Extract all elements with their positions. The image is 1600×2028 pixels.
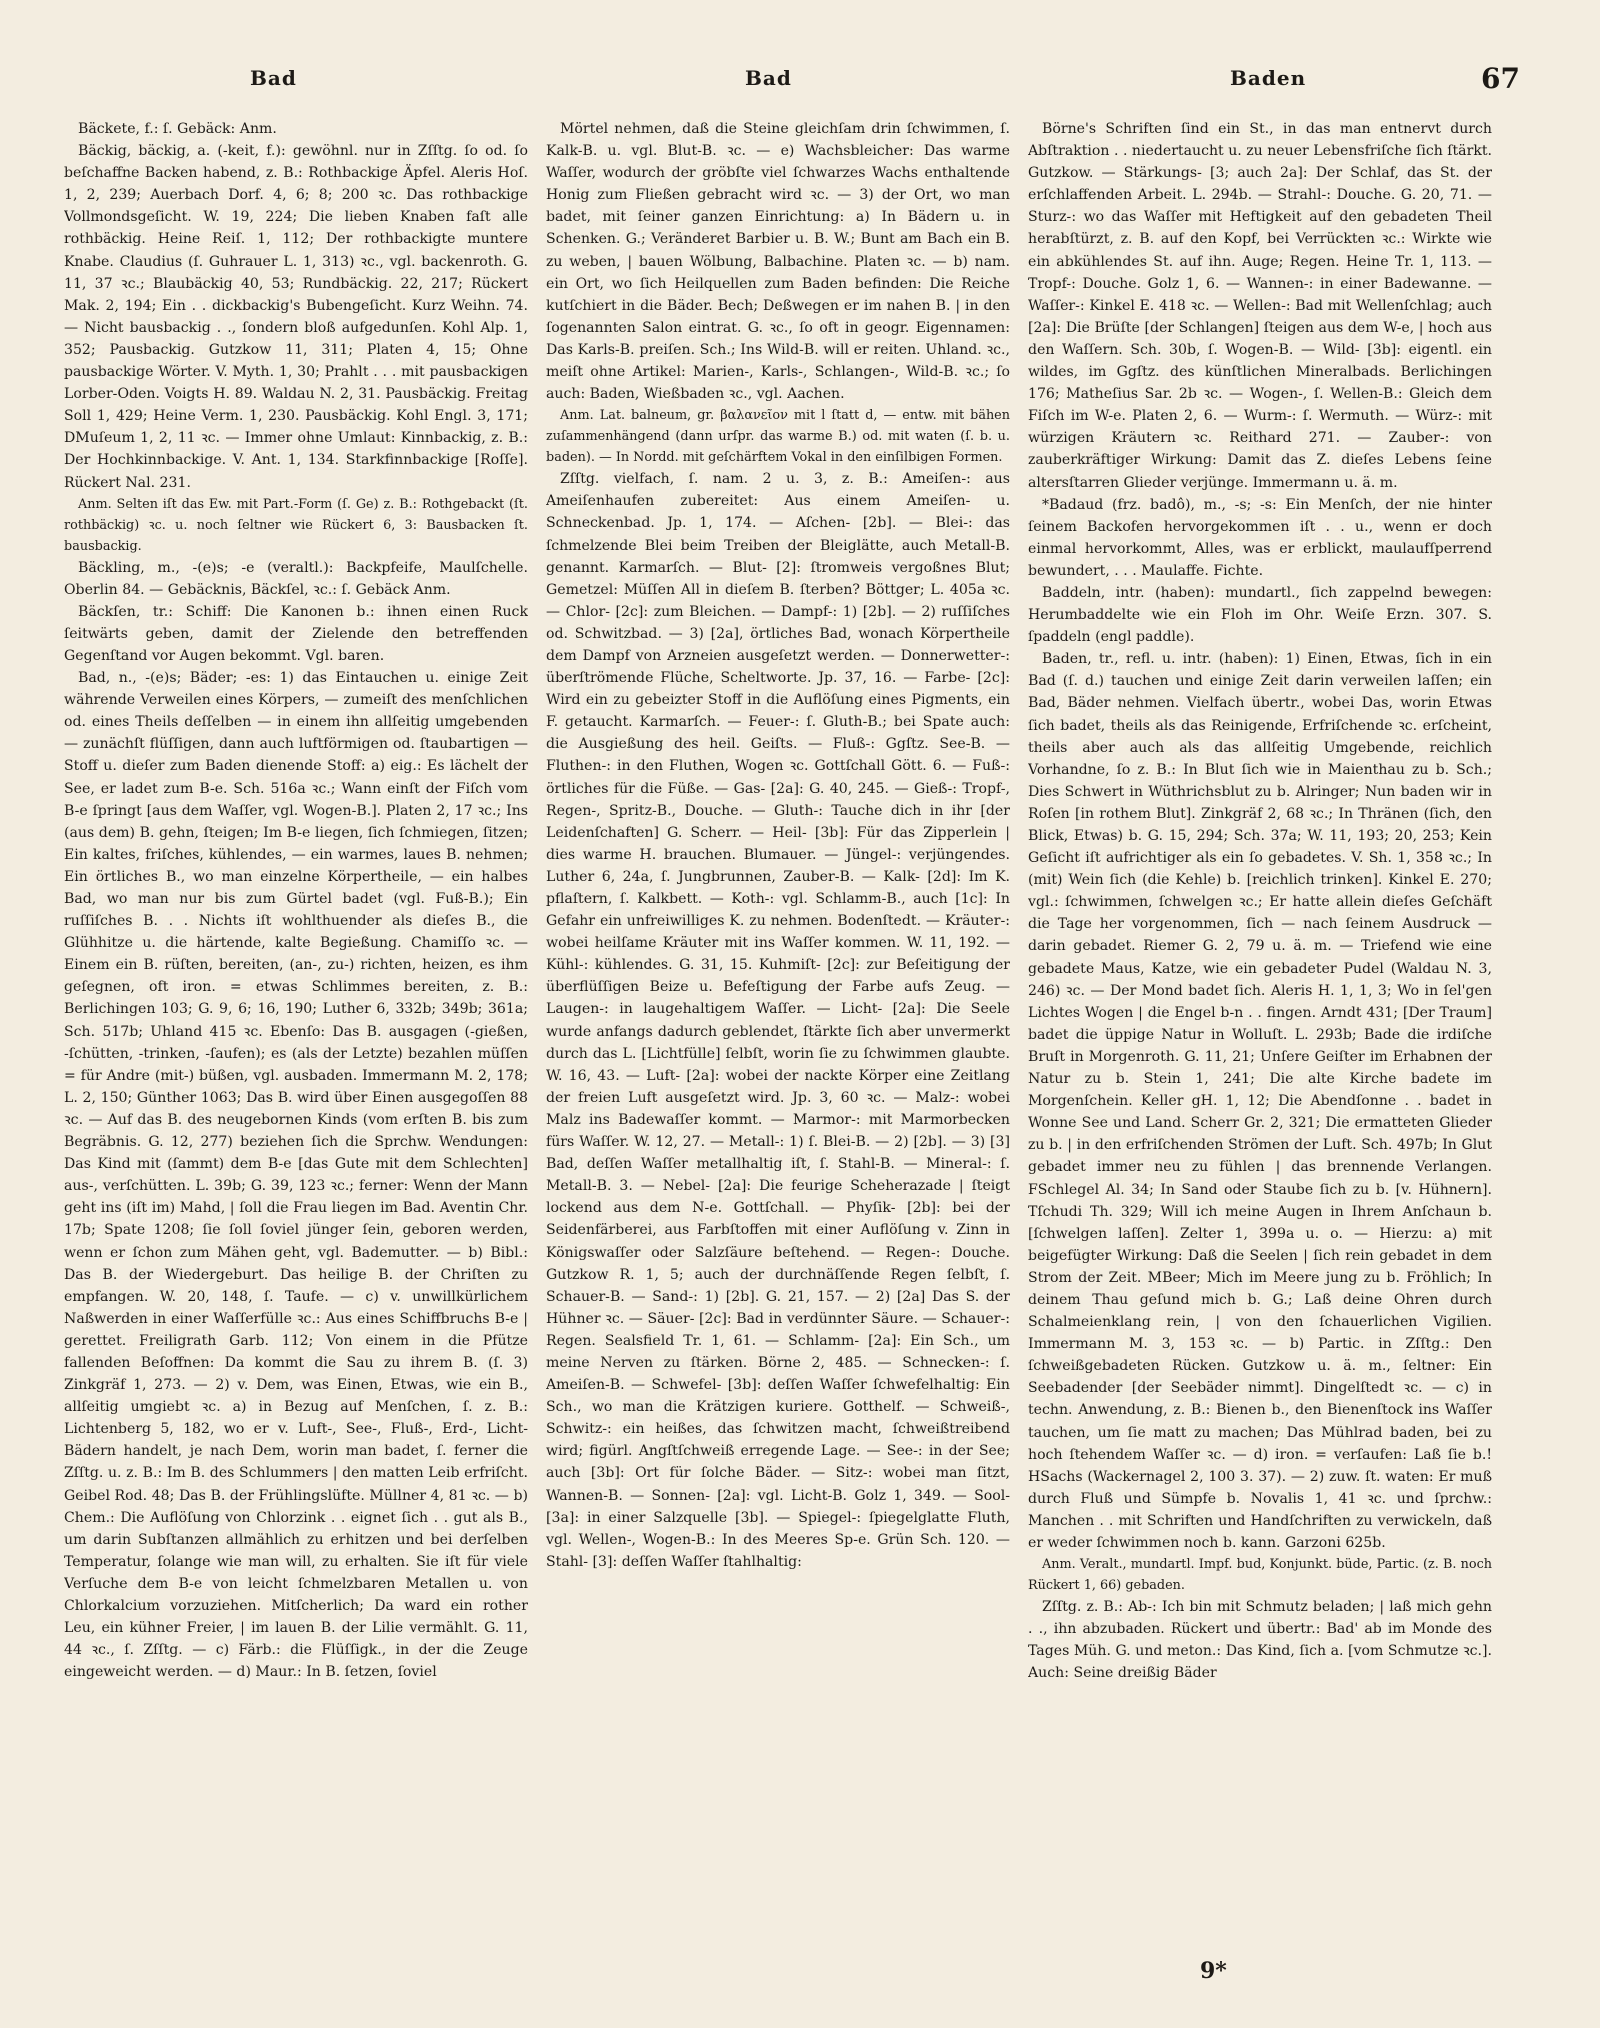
printer-signature: 9* (1200, 1958, 1227, 1984)
entry-bad-continued: Mörtel nehmen, daß die Steine gleichſam drin ſchwimmen, ſ. Kalk-B. u. vgl. Blut-B. ꝛc. — e) Wachsbleicher: Das warme Waſſer, wodurch der gröbſte viel ſchwarzes Wachs enthaltende Honig zum Fließen gebracht wird ꝛc. — 3) der Ort, wo man badet, mit ſeiner ganzen Einrichtung: a) In Bädern u. in Schenken. G.; Veränderet Barbier u. B. W.; Bunt am Bach ein B. zu weben, | bauen Wölbung, Balbachine. Platen ꝛc. — b) nam. ein Ort, wo ſich Heilquellen zum Baden befinden: Die Reiche kutſchiert in die Bäder. Bech; Deßwegen er im nahen B. | in den ſogenannten Salon eintrat. G. ꝛc., ſo oft in geogr. Eigennamen: Das Karls-B. preiſen. Sch.; Ins Wild-B. will er reiten. Uhland. ꝛc., meiſt ohne Artikel: Marien-, Karls-, Schlangen-, Wild-B. ꝛc.; ſo auch: Baden, Wießbaden ꝛc., vgl. Aachen. (546, 121, 1010, 403)
entry-baddeln: Baddeln, intr. (haben): mundartl., ſich zappelnd bewegen: Herumbaddelte wie ein Floh im Ohr. Weiſe Erzn. 307. S. ſpaddeln (engl paddle). (1028, 584, 1492, 646)
header-left-headword: Bad (250, 66, 297, 90)
page-number: 67 (1481, 61, 1520, 95)
entry-baden: Baden, tr., refl. u. intr. (haben): 1) Einen, Etwas, ſich in ein Bad (ſ. d.) tauchen und einige Zeit darin verweilen laſſen; ein Bad, Bäder nehmen. Vielfach übertr., wobei Das, worin Etwas ſich badet, theils als das Reinigende, Erfriſchende ꝛc. erſcheint, theils aber auch als das allſeitig Umgebende, reichlich Vorhandne, ſo z. B.: In Blut ſich wie in Maienthau zu b. Sch.; Dies Schwert in Wüthrichsblut zu b. Alringer; Nun baden wir in Roſen [in rothem Blut]. Zinkgräf 2, 68 ꝛc.; In Thränen (ſich, den Blick, Etwas) b. G. 15, 294; Sch. 37a; W. 11, 193; 20, 253; Kein Geſicht iſt aufrichtiger als ein ſo gebadetes. V. Sh. 1, 358 ꝛc.; In (mit) Wein ſich (die Kehle) b. [reichlich trinken]. Kinkel E. 270; vgl.: ſchwimmen, ſchwelgen ꝛc.; Er hatte allein dieſes Geſchäft die Tage her vorgenommen, ſich — nach ſeinem Ausdruck — darin gebadet. Riemer G. 2, 79 u. ä. m. — Triefend wie eine gebadete Maus, Katze, wie ein gebadeter Pudel (Waldau N. 3, 246) ꝛc. — Der Mond badet ſich. Aleris H. 1, 1, 3; Wo in ſel'gen Lichtes Wogen | die Engel b-n . . fingen. Arndt 431; [Der Traum] badet die üppige Natur in Wolluſt. L. 293b; Bade die irdiſche Bruſt in Morgenroth. G. 11, 21; Unſere Geiſter im Erhabnen der Natur zu b. Stein 1, 241; Die alte Kirche badete im Morgenſchein. Keller gH. 1, 12; Die Abendſonne . . badet in Wonne See und Land. Scherr Gr. 2, 321; Die ermatteten Glieder zu b. | in den erfriſchenden Strömen der Luft. Sch. 497b; In Glut gebadet immer neu zu fühlen | das brennende Verlangen. FSchlegel Al. 34; In Sand oder Staube ſich zu b. [v. Hühnern]. Tſchudi Th. 329; Will ich meine Augen in Ihrem Anſchaun b. [ſchwelgen laſſen]. Zelter 1, 399a u. o. — Hierzu: a) mit beigefügter Wirkung: Daß die Seelen | ſich rein gebadet in dem Strom der Zeit. MBeer; Mich im Meere jung zu b. Fröhlich; In deinem Thau geſund mich b. G.; Laß deine Ohren durch Schalmeienklang rein, | von den ſchauerlichen Vigilien. Immermann M. 3, 153 ꝛc. — b) Partic. in Zſſtg.: Den ſchweißgebadeten Rücken. Gutzkow u. ä. m., ſeltner: Ein Seebadender [der Seebäder nimmt]. Dingelſtedt ꝛc. — c) in techn. Anwendung, z. B.: Bienen b., den Bienenſtock ins Waſſer tauchen, um ſie matt zu machen; Das Mühlrad baden, bei zu hoch ſtehendem Waſſer ꝛc. — d) iron. = verſaufen: Laß ſie b.! HSachs (Wackernagel 2, 100 3. 37). — 2) zuw. ſt. waten: Er muß durch Fluß und Sümpfe b. Novalis 1, 41 ꝛc. und ſprchw.: Manchen . . mit Schriften und Handſchriften zu verwickeln, daß er weder ſchwimmen noch b. kann. Garzoni 625b. (1028, 651, 1492, 1551)
entry-bad-compounds: Zſſtg. vielfach, ſ. nam. 2 u. 3, z. B.: Ameiſen-: aus Ameiſenhaufen zubereitet: Aus einem Ameiſen- u. Schneckenbad. Jp. 1, 174. — Aſchen- [2b]. — Blei-: das ſchmelzende Blei beim Treiben der Bleiglätte, auch Metall-B. genannt. Karmarſch. — Blut- [2]: ſtromweis vergoßnes Blut; Gemetzel: Müſſen All in dieſem B. ſterben? Böttger; L. 405a ꝛc. — Chlor- [2c]: zum Bleichen. — Dampf-: 1) [2b]. — 2) ruſſiſches od. Schwitzbad. — 3) [2a], örtliches Bad, wonach Körpertheile dem Dampf von Arzneien ausgeſetzt werden. — Donnerwetter-: überſtrömende Flüche, Scheltworte. Jp. 37, 16. — Farbe- [2c]: Wird ein zu gebeizter Stoff in die Auflöſung eines Pigments, ein F. getaucht. Karmarſch. — Feuer-: ſ. Gluth-B.; bei Spate auch: die Ausgießung des heil. Geiſts. — Fluß-: Ggſtz. See-B. — Fluthen-: in den Fluthen, Wogen ꝛc. Gottſchall Gött. 6. — Fuß-: örtliches für die Füße. — Gas- [2a]: G. 40, 245. — Gieß-: Tropf-, Regen-, Spritz-B., Douche. — Gluth-: Tauche dich in ihr [der Leidenſchaften] G. Scherr. — Heil- [3b]: Für das Zipperlein | dies warme H. brauchen. Blumauer. — Jüngel-: verjüngendes. Luther 6, 24a, ſ. Jungbrunnen, Zauber-B. — Kalk- [2d]: Im K. pflaſtern, ſ. Kalkbett. — Koth-: vgl. Schlamm-B., auch [1c]: In Gefahr ein unfreiwilliges K. zu nehmen. Bodenſtedt. — Kräuter-: wobei heilſame Kräuter mit ins Waſſer kommen. W. 11, 192. — Kühl-: kühlendes. G. 31, 15. Kuhmiſt- [2c]: zur Beſeitigung der überflüſſigen Beize u. Befeſtigung der Farbe aufs Zeug. — Laugen-: in laugehaltigem Waſſer. — Licht- [2a]: Die Seele wurde anfangs dadurch geblendet, ſtärkte ſich aber unvermerkt durch das L. [Lichtfülle] ſelbſt, worin ſie zu ſchwimmen glaubte. W. 16, 43. — Luft- [2a]: wobei der nackte Körper eine Zeitlang der freien Luft ausgeſetzt wird. Jp. 3, 60 ꝛc. — Malz-: wobei Malz ins Badewaſſer kommt. — Marmor-: mit Marmorbecken fürs Waſſer. W. 12, 27. — Metall-: 1) ſ. Blei-B. — 2) [2b]. — 3) [3] Bad, deſſen Waſſer metallhaltig iſt, ſ. Stahl-B. — Mineral-: ſ. Metall-B. 3. — Nebel- [2a]: Die feurige Scheherazade | ſteigt lockend aus dem N-e. Gottſchall. — Phyſik- [2b]: bei der Seidenfärberei, aus Farbſtoffen mit einer Auflöſung v. Zinn in Königswaſſer oder Salzſäure beſtehend. — Regen-: Douche. Gutzkow R. 1, 5; auch der durchnäſſende Regen ſelbſt, ſ. Schauer-B. — Sand-: 1) [2b]. G. 21, 157. — 2) [2a] Das S. der Hühner ꝛc. — Säuer- [2c]: Bad in verdünnter Säure. — Schauer-: Regen. Sealsfield Tr. 1, 61. — Schlamm- [2a]: Ein Sch., um meine Nerven zu ſtärken. Börne 2, 485. — Schnecken-: ſ. Ameiſen-B. — Schwefel- [3b]: deſſen Waſſer ſchwefelhaltig: Ein Sch., wo man die Krätzigen kuriere. Gotthelf. — Schweiß-, Schwitz-: ein heißes, das ſchwitzen macht, ſchweißtreibend wird; figürl. Angſtſchweiß erregende Lage. — See-: in der See; auch [3b]: Ort für ſolche Bäder. — Sitz-: wobei man ſitzt, Wannen-B. — Sonnen- [2a]: vgl. Licht-B. Golz 1, 349. — Sool- [3a]: in einer Salzquelle [3b]. — Spiegel-: ſpiegelglatte Fluth, vgl. Wellen-, Wogen-B.: In des Meeres Sp-e. Grün Sch. 120. — Stahl- [3]: deſſen Waſſer ſtahlhaltig: (546, 471, 1010, 1570)
entry-baecksen: Bäckſen, tr.: Schiff: Die Kanonen b.: ihnen einen Ruck ſeitwärts geben, damit der Zielende den betreffenden Gegenſtand vor Augen bekommt. Vgl. baren. (64, 603, 528, 664)
entry-baeckig: Bäckig, bäckig, a. (-keit, f.): gewöhnl. nur in Zſſtg. ſo od. ſo beſchaffne Backen habend, z. B.: Rothbackige Äpfel. Aleris Hoſ. 1, 2, 239; Auerbach Dorf. 4, 6; 8; 200 ꝛc. Das rothbackige Vollmondsgeſicht. W. 19, 224; Die lieben Knaben faſt alle rothbäckig. Heine Reiſ. 1, 112; Der rothbackigte muntere Knabe. Claudius (ſ. Guhrauer L. 1, 313) ꝛc., vgl. backenroth. G. 11, 37 ꝛc.; Blaubäckig 40, 53; Rundbäckig. 22, 217; Rückert Mak. 2, 194; Ein . . dickbackig's Bubengeſicht. Kurz Weihn. 74. — Nicht bausbackig . ., ſondern bloß aufgedunſen. Kohl Alp. 1, 352; Pausbackig. Gutzkow 11, 311; Platen 4, 15; Ohne pausbackige Wörter. V. Myth. 1, 30; Prahlt . . . mit pausbackigen Lorber-Oden. Voigts H. 89. Waldau N. 2, 31. Pausbäckig. Freitag Soll 1, 429; Heine Verm. 1, 230. Pausbäckig. Kohl Engl. 3, 171; DMuſeum 1, 2, 11 ꝛc. — Immer ohne Umlaut: Kinnbackig, z. B.: Der Hochkinnbackige. V. Ant. 1, 134. Starkfinnbackige [Roſſe]. Rückert Nal. 231. (64, 143, 528, 491)
entry-badaud: *Badaud (frz. badô), m., -s; -s: Ein Menſch, der nie hinter ſeinem Backofen hervorgekommen iſt . . u., wenn er doch einmal hervorkommt, Alles, was er erblickt, maulaufſperrend bewundert, . . . Maulaffe. Fichte. (1028, 496, 1492, 579)
column-right (1028, 118, 1492, 1953)
column-middle (546, 118, 1010, 1953)
running-header (70, 58, 1520, 98)
entry-baeckig-note: Anm. Selten iſt das Ew. mit Part.-Form (ſ. Ge) z. B.: Rothgebackt (ſt. rothbäckig) ꝛc. u. noch ſeltner wie Rückert 6, 3: Bausbacken ſt. bausbackig. (64, 496, 528, 554)
header-right-headword: Baden (1230, 66, 1307, 90)
entry-baden-compounds: Zſſtg. z. B.: Ab-: Ich bin mit Schmutz beladen; | laß mich gehn . ., ihn abzubaden. Rückert und übertr.: Bad' ab im Monde des Tages Müh. G. und meton.: Das Kind, ſich a. [vom Schmutze ꝛc.]. Auch: Seine dreißig Bäder (1028, 1599, 1492, 1682)
entry-bad-compounds-continued: Börne's Schriften ſind ein St., in das man entnervt durch Abſtraktion . . niedertaucht u. zu neuer Lebensfriſche ſich ſtärkt. Gutzkow. — Stärkungs- [3; auch 2a]: Der Schlaf, das St. der erſchlaffenden Arbeit. L. 294b. — Strahl-: Douche. G. 20, 71. — Sturz-: wo das Waſſer mit Heftigkeit auf den gebadeten Theil herabſtürzt, z. B. auf den Kopf, bei Verrückten ꝛc.: Wirkte wie ein abkühlendes St. auf ihn. Auge; Regen. Heine Tr. 1, 113. — Tropf-: Douche. Golz 1, 6. — Wannen-: in einer Badewanne. — Waſſer-: Kinkel E. 418 ꝛc. — Wellen-: Bad mit Wellenſchlag; auch [2a]: Die Brüſte [der Schlangen] ſteigen aus dem W-e, | hoch aus den Waſſern. Sch. 30b, ſ. Wogen-B. — Wild- [3b]: eigentl. ein wildes, im Ggſtz. des künſtlichen Mineralbads. Berlichingen 176; Matheſius Sar. 2b ꝛc. — Wogen-, ſ. Wellen-B.: Gleich dem Fiſch im W-e. Platen 2, 6. — Wurm-: ſ. Wermuth. — Würz-: mit würzigen Kräutern ꝛc. Reithard 271. — Zauber-: von zauberkräftiger Wirkung: Damit das Z. dieſes Lebens ſeine altersſtarren Glieder verjünge. Immermann u. ä. m. (1028, 121, 1492, 491)
column-left (64, 118, 528, 1953)
entry-baeckete: Bäckete, f.: ſ. Gebäck: Anm. (78, 121, 277, 137)
header-middle-headword: Bad (745, 66, 792, 90)
entry-bad-note: Anm. Lat. balneum, gr. βαλανεῖον mit l ſtatt d, — entw. mit bähen zuſammenhängend (dann urſpr. das warme B.) od. mit waten (ſ. b. u. baden). — In Nordd. mit geſchärftem Vokal in den einſilbigen Formen. (546, 408, 1010, 466)
text-columns (64, 118, 1494, 1953)
entry-bad: Bad, n., -(e)s; Bäder; -es: 1) das Eintauchen u. einige Zeit währende Verweilen eines Körpers, — zumeiſt des menſchlichen od. eines Theils deſſelben — in einem ihn allſeitig umgebenden — zunächſt flüſſigen, dann auch luftförmigen od. ſtaubartigen — Stoff u. dieſer zum Baden dienende Stoff: a) eig.: Es lächelt der See, er ladet zum B-e. Sch. 516a ꝛc.; Wann einſt der Fiſch vom B-e ſpringt [aus dem Waſſer, vgl. Wogen-B.]. Platen 2, 17 ꝛc.; Ins (aus dem) B. gehn, ſteigen; Im B-e liegen, ſich ſchmiegen, ſitzen; Ein kaltes, friſches, kühlendes, — ein warmes, laues B. nehmen; Ein örtliches B., wo man einzelne Körpertheile, — ein halbes Bad, wo man nur bis zum Gürtel badet (vgl. Fuß-B.); Ein ruſſiſches B. . . Nichts iſt wohlthuender als dieſes B., die Glühhitze u. die härtende, kalte Begießung. Chamiſſo ꝛc. — Einem ein B. rüſten, bereiten, (an-, zu-) richten, heizen, es ihm geſegnen, oft iron. = etwas Schlimmes bereiten, z. B.: Berlichingen 103; G. 9, 6; 16, 190; Luther 6, 332b; 349b; 361a; Sch. 517b; Uhland 415 ꝛc. Ebenſo: Das B. ausgagen (-gießen, -ſchütten, -trinken, -ſaufen); es (als der Letzte) bezahlen müſſen = für Andre (mit-) büßen, vgl. ausbaden. Immermann M. 2, 178; L. 2, 150; Günther 1063; Das B. wird über Einen ausgegoſſen 88 ꝛc. — Auf das B. des neugebornen Kinds (vom erſten B. bis zum Begräbnis. G. 12, 277) beziehen ſich die Sprchw. Wendungen: Das Kind mit (ſammt) dem B-e [das Gute mit dem Schlechten] aus-, verſchütten. L. 39b; G. 39, 123 ꝛc.; ferner: Wenn der Mann geht ins (iſt im) Mahd, | ſoll die Frau liegen im Bad. Aventin Chr. 17b; Spate 1208; ſie ſoll ſoviel jünger ſein, geboren werden, wenn er ſchon zum Mähen geht, vgl. Bademutter. — b) Bibl.: Das B. der Wiedergeburt. Das heilige B. der Chriſten zu empfangen. W. 20, 148, ſ. Taufe. — c) v. unwillkürlichem Naßwerden in einer Waſſerfülle ꝛc.: Aus eines Schiffbruchs B-e | gerettet. Freiligrath Garb. 112; Von einem in die Pfütze fallenden Beſoffnen: Da kommt die Sau zu ihrem B. (ſ. 3) Zinkgräf 1, 273. — 2) v. Dem, was Einen, Etwas, wie ein B., allſeitig umgiebt ꝛc. a) in Bezug auf Menſchen, ſ. z. B.: Lichtenberg 5, 182, wo er v. Luft-, See-, Fluß-, Erd-, Licht-Bädern handelt, je nach Dem, worin man badet, ſ. ferner die Zſſtg. u. z. B.: Im B. des Schlummers | den matten Leib erfriſcht. Geibel Rod. 48; Das B. der Frühlingslüfte. Müllner 4, 81 ꝛc. — b) Chem.: Die Auflöſung von Chlorzink . . eignet ſich . . gut als B., um darin Subſtanzen allmählich zu erhitzen und bei derſelben Temperatur, ſolange wie man will, zu erhalten. Sie iſt für viele Verſuche dem B-e von leicht ſchmelzbaren Metallen u. von Chlorkalcium vorzuziehen. Mitſcherlich; Da ward ein rother Leu, ein kühner Freier, | im lauen B. der Lilie vermählt. G. 11, 44 ꝛc., ſ. Zſſtg. — c) Färb.: die Flüſſigk., in der die Zeuge eingeweicht werden. — d) Maur.: In B. ſetzen, ſoviel (64, 670, 528, 1681)
entry-baeckling: Bäckling, m., -(e)s; -e (veraltl.): Backpfeife, Maulſchelle. Oberlin 84. — Gebäcknis, Bäckſel, ꝛc.: ſ. Gebäck Anm. (64, 559, 528, 598)
entry-baden-note: Anm. Veralt., mundartl. Impf. bud, Konjunkt. büde, Partic. (z. B. noch Rückert 1, 66) gebaden. (1028, 1557, 1492, 1594)
